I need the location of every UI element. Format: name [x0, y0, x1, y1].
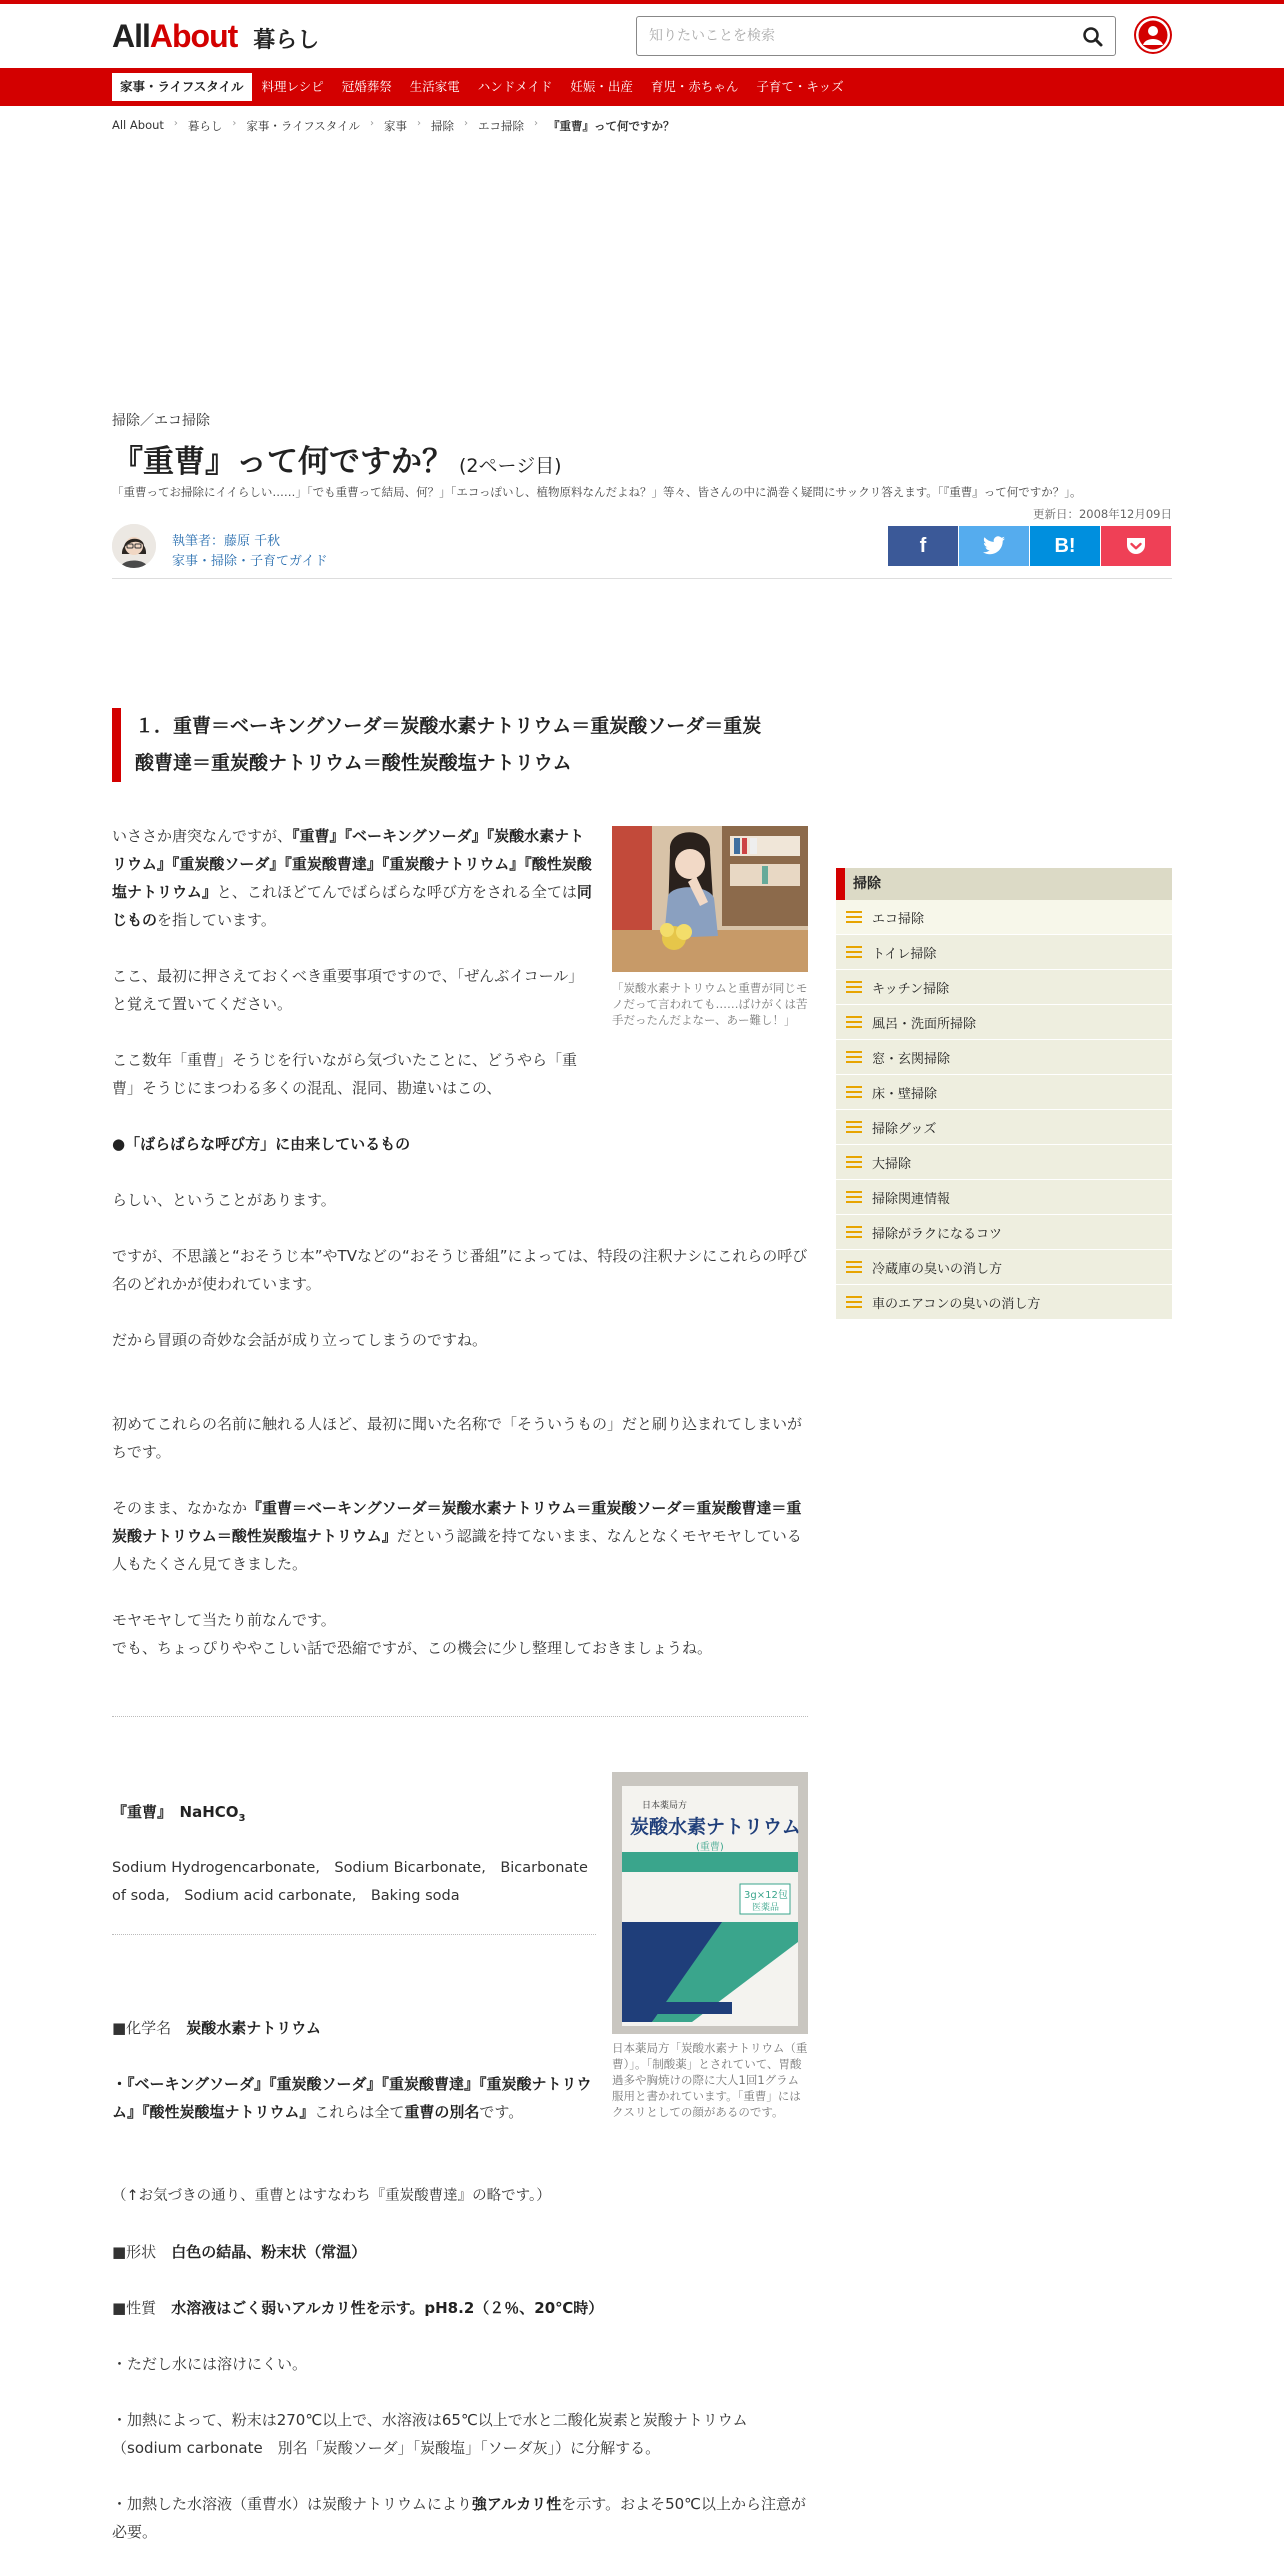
- sidebar-item-window[interactable]: 窓・玄関掃除: [836, 1040, 1172, 1075]
- paragraph: そのまま、なかなか『重曹＝ベーキングソーダ＝炭酸水素ナトリウム＝重炭酸ソーダ＝重炭酸曹達＝重炭酸ナトリウム＝酸性炭酸塩ナトリウム』だという認識を持てないまま、なんとなくモヤモヤしている人もたくさん見てきました。: [112, 1499, 802, 1573]
- shape-row: ■形状 白色の結晶、粉末状（常温）: [112, 2243, 367, 2261]
- list-icon: [846, 910, 862, 924]
- sidebar-item-car-ac[interactable]: 車のエアコンの臭いの消し方: [836, 1285, 1172, 1320]
- hatena-icon: B!: [1054, 534, 1076, 557]
- author-avatar[interactable]: [112, 524, 156, 568]
- list-icon: [846, 1015, 862, 1029]
- sidebar-category-menu: [836, 868, 1172, 1320]
- sidebar-item-kitchen[interactable]: キッチン掃除: [836, 970, 1172, 1005]
- sidebar-item-tips[interactable]: 掃除がラクになるコツ: [836, 1215, 1172, 1250]
- paragraph: ・加熱した水溶液（重曹水）は炭酸ナトリウムにより強アルカリ性を示す。およそ50℃以上から注意が必要。: [112, 2495, 806, 2541]
- twitter-share-button[interactable]: [959, 526, 1029, 566]
- sidebar-item-toilet[interactable]: トイレ掃除: [836, 935, 1172, 970]
- site-logo[interactable]: [112, 18, 319, 55]
- breadcrumb-item[interactable]: エコ掃除: [478, 119, 525, 133]
- list-icon: [846, 1225, 862, 1239]
- author-name-link[interactable]: 執筆者：藤原 千秋: [172, 534, 281, 549]
- nav-item-kids[interactable]: 子育て・キッズ: [756, 79, 844, 94]
- breadcrumb-item[interactable]: 暮らし: [187, 119, 223, 133]
- sidebar-item-goods[interactable]: 掃除グッズ: [836, 1110, 1172, 1145]
- breadcrumb-item[interactable]: 家事: [384, 119, 408, 133]
- chevron-right-icon: ›: [417, 118, 422, 129]
- list-icon: [846, 1190, 862, 1204]
- chem-name-row: ■化学名 炭酸水素ナトリウム: [112, 2019, 322, 2037]
- breadcrumb: [112, 118, 675, 134]
- allabout-logo[interactable]: AllAbout: [112, 18, 238, 54]
- breadcrumb-item[interactable]: 家事・ライフスタイル: [246, 119, 361, 133]
- photo-caption: 「炭酸水素ナトリウムと重曹が同じモノだって言われても……ばけがくは苦手だったんだよなー、あー難し！」: [612, 981, 808, 1027]
- paragraph: ・ただし水には溶けにくい。: [112, 2355, 308, 2373]
- section-heading: [112, 708, 808, 782]
- nav-item-recipe[interactable]: 料理レシピ: [261, 79, 324, 94]
- chevron-right-icon: ›: [232, 118, 237, 129]
- list-icon: [846, 945, 862, 959]
- photo-caption: 日本薬局方「炭酸水素ナトリウム（重曹）」。「制酸薬」とされていて、胃酸過多や胸焼けの際に大人1回1グラム服用と書かれています。「重曹」にはクスリとしての顔があるのです。: [612, 2041, 808, 2119]
- breadcrumb-item[interactable]: All About: [112, 118, 164, 132]
- pocket-save-button[interactable]: [1101, 526, 1171, 566]
- author-role-link[interactable]: 家事・掃除・子育てガイド: [172, 554, 328, 569]
- facebook-share-button[interactable]: [888, 526, 958, 566]
- chevron-right-icon: ›: [464, 118, 469, 129]
- chevron-right-icon: ›: [173, 118, 178, 129]
- dotted-divider: [112, 1716, 808, 1717]
- divider: [112, 578, 1172, 579]
- chevron-right-icon: ›: [370, 118, 375, 129]
- article-lead: 「重曹ってお掃除にイイらしい……」「でも重曹って結局、何？」「エコっぽいし、植物原料なんだよね？」等々、皆さんの中に渦巻く疑問にサックリ答えます。「『重曹』って何ですか？」。: [112, 485, 1082, 499]
- english-names: Sodium Hydrogencarbonate, Sodium Bicarbonate, Bicarbonate of soda, Sodium acid carbonate, Baking soda: [112, 1860, 588, 1904]
- package-tag: 医薬品: [752, 1903, 780, 1913]
- sidebar-heading: 掃除: [836, 868, 1172, 900]
- nav-item-baby[interactable]: 育児・赤ちゃん: [650, 79, 739, 94]
- paragraph-emphasis: ●「ばらばらな呼び方」に由来しているもの: [112, 1135, 411, 1153]
- pocket-icon: [1125, 536, 1147, 556]
- twitter-icon: [982, 536, 1006, 556]
- hatena-bookmark-button[interactable]: [1030, 526, 1100, 566]
- facebook-icon: f: [919, 534, 927, 557]
- updated-date: 更新日：2008年12月09日: [1032, 507, 1172, 521]
- sidebar-item-info[interactable]: 掃除関連情報: [836, 1180, 1172, 1215]
- sidebar-item-bath[interactable]: 風呂・洗面所掃除: [836, 1005, 1172, 1040]
- nav-item-pregnancy[interactable]: 妊娠・出産: [570, 79, 633, 94]
- list-icon: [846, 1120, 862, 1134]
- paragraph: らしい、ということがあります。: [112, 1191, 336, 1209]
- article-photo-woman[interactable]: [612, 826, 808, 972]
- package-label: 日本薬局方: [642, 1801, 688, 1811]
- breadcrumb-item[interactable]: 掃除: [431, 119, 455, 133]
- dotted-divider: [112, 1934, 596, 1935]
- user-account-button[interactable]: [1134, 16, 1172, 54]
- sidebar-item-big-cleaning[interactable]: 大掃除: [836, 1145, 1172, 1180]
- paragraph: モヤモヤして当たり前なんです。 でも、ちょっぴりややこしい話で恐縮ですが、この機会に少し整理しておきましょうね。: [112, 1611, 713, 1657]
- chevron-right-icon: ›: [534, 118, 539, 129]
- title-text: 『重曹』って何ですか？: [112, 444, 453, 480]
- nav-item-appliances[interactable]: 生活家電: [409, 79, 460, 94]
- author-portrait-icon: [112, 524, 156, 568]
- nav-item-housework[interactable]: 家事・ライフスタイル: [112, 73, 252, 101]
- section-heading-line1: １．重曹＝ベーキングソーダ＝炭酸水素ナトリウム＝重炭酸ソーダ＝重炭: [135, 715, 762, 737]
- section-heading-line2: 酸曹達＝重炭酸ナトリウム＝酸性炭酸塩ナトリウム: [135, 752, 572, 774]
- paragraph: （↑お気づきの通り、重曹とはすなわち『重炭酸曹達』の略です。）: [112, 2188, 551, 2204]
- property-row: ■性質 水溶液はごく弱いアルカリ性を示す。pH8.2（２％、20℃時）: [112, 2299, 604, 2317]
- sidebar-item-eco[interactable]: エコ掃除: [836, 900, 1172, 935]
- list-icon: [846, 1260, 862, 1274]
- article-photo-product-box[interactable]: [612, 1772, 808, 2034]
- package-title: 炭酸水素ナトリウム: [630, 1816, 801, 1838]
- nav-item-handmade[interactable]: ハンドメイド: [477, 79, 553, 94]
- sidebar-item-floor[interactable]: 床・壁掃除: [836, 1075, 1172, 1110]
- search-box: [636, 16, 1116, 56]
- article-category: 掃除／エコ掃除: [112, 413, 210, 429]
- list-icon: [846, 1295, 862, 1309]
- package-subtitle: (重曹): [696, 1842, 724, 1853]
- breadcrumb-current: 『重曹』って何ですか？: [548, 119, 675, 133]
- list-icon: [846, 1155, 862, 1169]
- search-button[interactable]: [1079, 23, 1107, 51]
- list-icon: [846, 1085, 862, 1099]
- share-buttons: [888, 526, 1172, 566]
- paragraph-intro: いささか唐突なんですが、『重曹』『ベーキングソーダ』『炭酸水素ナトリウム』『重炭酸ソーダ』『重炭酸曹達』『重炭酸ナトリウム』『酸性炭酸塩ナトリウム』と、これほどてんでばらばらな呼び方をされる全ては同じものを指しています。: [112, 827, 592, 929]
- category-nav: [0, 68, 1284, 106]
- package-dose: 3g×12包: [744, 1890, 788, 1901]
- paragraph: ここ数年「重曹」そうじを行いながら気づいたことに、どうやら「重曹」そうじにまつわる多くの混乱、混同、勘違いはこの、: [112, 1051, 578, 1097]
- paragraph: ですが、不思議と“おそうじ本”やTVなどの“おそうじ番組”によっては、特段の注釈ナシにこれらの呼び名のどれかが使われています。: [112, 1247, 808, 1293]
- paragraph: ・加熱によって、粉末は270℃以上で、水溶液は65℃以上で水と二酸化炭素と炭酸ナトリウム（sodium carbonate 別名「炭酸ソーダ」「炭酸塩」「ソーダ灰」）に分解する。: [112, 2411, 748, 2457]
- aliases-paragraph: ・『ベーキングソーダ』『重炭酸ソーダ』『重炭酸曹達』『重炭酸ナトリウム』『酸性炭酸塩ナトリウム』これらは全て重曹の別名です。: [112, 2075, 592, 2121]
- formula-heading: 『重曹』 NaHCO$_3$: [112, 1803, 246, 1824]
- sidebar-item-fridge[interactable]: 冷蔵庫の臭いの消し方: [836, 1250, 1172, 1285]
- woman-thinking-photo-icon: [612, 826, 808, 972]
- user-icon: [1134, 16, 1172, 54]
- top-accent-bar: [0, 0, 1284, 4]
- paragraph: ここ、最初に押さえておくべき重要事項ですので、「ぜんぶイコール」と覚えて置いてください。: [112, 967, 584, 1013]
- page-number-note: (2ページ目): [459, 455, 562, 477]
- nav-item-ceremony[interactable]: 冠婚葬祭: [341, 79, 392, 94]
- paragraph: 初めてこれらの名前に触れる人ほど、最初に聞いた名称で「そういうもの」だと刷り込まれてしまいがちです。: [112, 1415, 803, 1461]
- search-input[interactable]: [649, 25, 1049, 47]
- list-icon: [846, 1050, 862, 1064]
- search-icon: [1079, 23, 1107, 51]
- page-title: [112, 436, 562, 481]
- paragraph: だから冒頭の奇妙な会話が成り立ってしまうのですね。: [112, 1331, 488, 1349]
- list-icon: [846, 980, 862, 994]
- section-title[interactable]: 暮らし: [253, 28, 320, 53]
